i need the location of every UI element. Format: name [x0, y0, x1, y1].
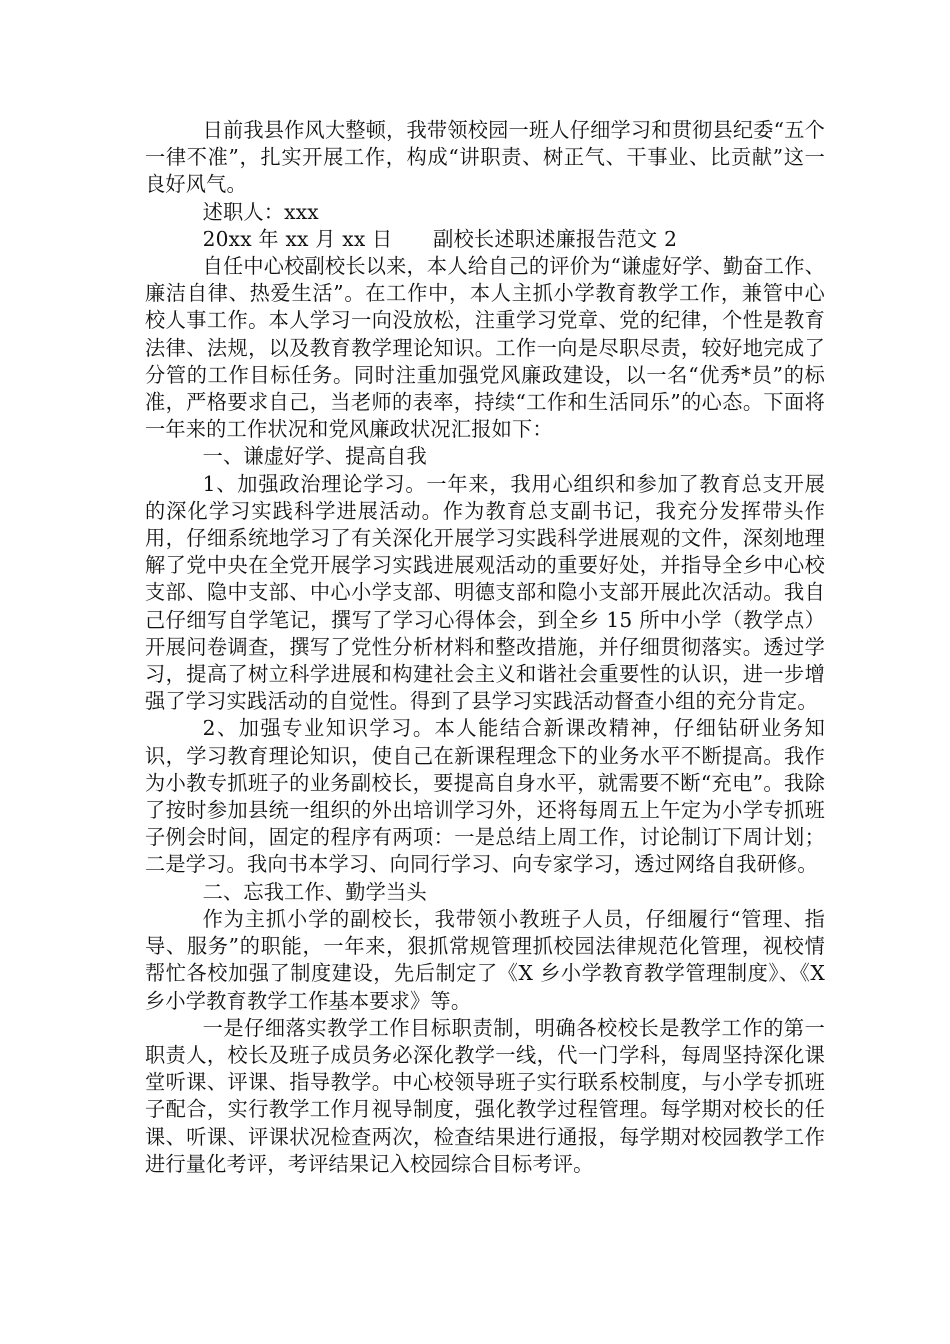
section-heading-1: 一、谦虚好学、提高自我: [202, 444, 427, 469]
paragraph-self-evaluation: 自任中心校副校长以来，本人给自己的评价为“谦虚好学、勤奋工作、廉洁自律、热爱生活”。在工作中，本人主抓小学教育教学工作，兼管中心校人事工作。本人学习一向没放松，注重学习党章、党的纪律，个性是教育法律、法规，以及教育教学理论知识。工作一向是尽职尽责，较好地完成了分管的工作目标任务。同时注重加强党风廉政建设，以一名“优秀*员”的标准，严格要求自己，当老师的表率，持续“工作和生活同乐”的心态。下面将一年来的工作状况和党风廉政状况汇报如下：: [145, 254, 825, 442]
reporter-line: 述职人：xxx: [202, 199, 319, 224]
paragraph-professional-study: 2、加强专业知识学习。本人能结合新课改精神，仔细钻研业务知识，学习教育理论知识，使自己在新课程理念下的业务水平不断提高。我作为小教专抓班子的业务副校长，要提高自身水平，就需要不断“充电”。我除了按时参加县统一组织的外出培训学习外，还将每周五上午定为小学专抓班子例会时间，固定的程序有两项：一是总结上周工作，讨论制订下周计划；二是学习。我向书本学习、向同行学习、向专家学习，透过网络自我研修。: [145, 716, 825, 877]
document-page: [145, 117, 825, 1178]
paragraph-management: 作为主抓小学的副校长，我带领小教班子人员，仔细履行“管理、指导、服务”的职能，一年来，狠抓常规管理抓校园法律规范化管理，视校情帮忙各校加强了制度建设，先后制定了《X 乡小学教育教学管理制度》、《X 乡小学教育教学工作基本要求》等。: [145, 906, 825, 1013]
date-and-title-line: 20xx 年 xx 月 xx 日 副校长述职述廉报告范文 2: [202, 226, 678, 251]
paragraph-political-study: 1、加强政治理论学习。一年来，我用心组织和参加了教育总支开展的深化学习实践科学进展活动。作为教育总支副书记，我充分发挥带头作用，仔细系统地学习了有关深化开展学习实践科学进展观的文件，深刻地理解了党中央在全党开展学习实践进展观活动的重要好处，并指导全乡中心校支部、隐中支部、中心小学支部、明德支部和隐小支部开展此次活动。我自己仔细写自学笔记，撰写了学习心得体会，到全乡 15 所中小学（教学点）开展问卷调查，撰写了党性分析材料和整改措施，并仔细贯彻落实。透过学习，提高了树立科学进展和构建社会主义和谐社会重要性的认识，进一步增强了学习实践活动的自觉性。得到了县学习实践活动督查小组的充分肯定。: [145, 471, 825, 714]
paragraph-intro: 日前我县作风大整顿，我带领校园一班人仔细学习和贯彻县纪委“五个一律不准”，扎实开展工作，构成“讲职责、树正气、干事业、比贡献”这一良好风气。: [145, 118, 825, 197]
paragraph-responsibility: 一是仔细落实教学工作目标职责制，明确各校校长是教学工作的第一职责人，校长及班子成员务必深化教学一线，代一门学科，每周坚持深化课堂听课、评课、指导教学。中心校领导班子实行联系校制度，与小学专抓班子配合，实行教学工作月视导制度，强化教学过程管理。每学期对校长的任课、听课、评课状况检查两次，检查结果进行通报，每学期对校园教学工作进行量化考评，考评结果记入校园综合目标考评。: [145, 1015, 825, 1176]
section-heading-2: 二、忘我工作、勤学当头: [202, 879, 427, 904]
